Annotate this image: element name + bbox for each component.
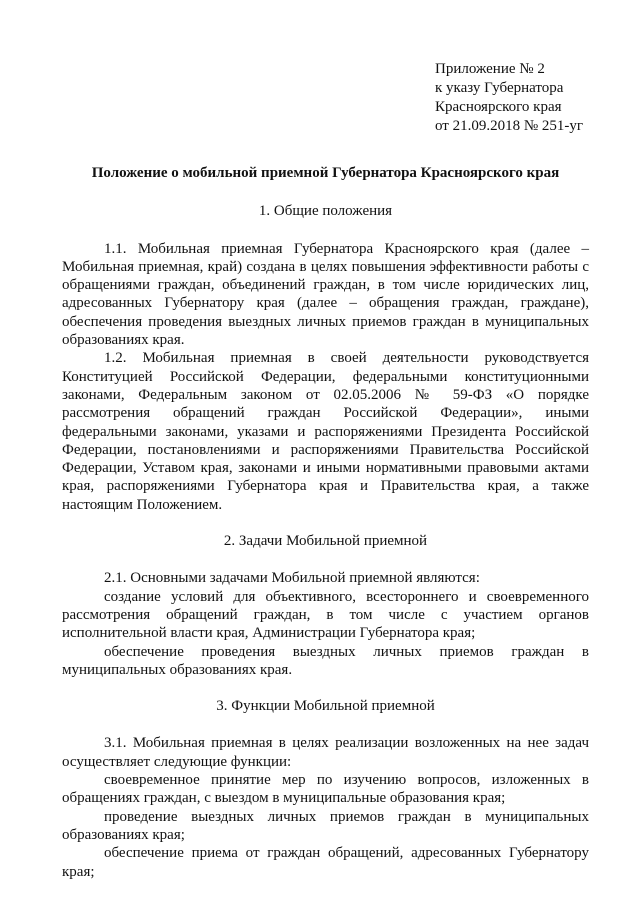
appendix-number: Приложение № 2 <box>435 61 545 77</box>
paragraph-3-1: 3.1. Мобильная приемная в целях реализации возложенных на нее задач осуществляет следующие функции: <box>62 735 589 770</box>
paragraph-3-1-b: проведение выездных личных приемов граждан в муниципальных образованиях края; <box>62 808 589 843</box>
paragraph-1-1: 1.1. Мобильная приемная Губернатора Красноярского края (далее – Мобильная приемная, край) создана в целях повышения эффективности работы с обращениями граждан, объединений граждан, в том числе юридических лиц, адресованных Губернатору края (далее – обращения граждан, граждане), обеспечения проведения выездных личных приемов граждан в муниципальных образованиях края. <box>62 240 589 349</box>
appendix-date-number: от 21.09.2018 № 251-уг <box>435 118 584 134</box>
paragraph-2-1-a: создание условий для объективного, всестороннего и своевременного рассмотрения обращений граждан, в том числе с участием органов исполнительной власти края, Администрации Губернатора края; <box>62 588 589 642</box>
section-3-heading: 3. Функции Мобильной приемной <box>216 698 435 715</box>
document-body <box>62 164 589 881</box>
appendix-block <box>435 60 625 136</box>
paragraph-2-1: 2.1. Основными задачами Мобильной приемной являются: <box>104 570 480 587</box>
paragraph-2-1-b: обеспечение проведения выездных личных приемов граждан в муниципальных образованиях края. <box>62 643 589 678</box>
section-2-heading: 2. Задачи Мобильной приемной <box>223 533 428 550</box>
paragraph-3-1-a: своевременное принятие мер по изучению вопросов, изложенных в обращениях граждан, с выездом в муниципальные образования края; <box>62 772 589 807</box>
paragraph-1-2: 1.2. Мобильная приемная в своей деятельности руководствуется Конституцией Российской Федерации, федеральными конституционными законами, Федеральным законом от 02.05.2006 № 59-ФЗ «О порядке рассмотрения обращений граждан Российской Федерации», иными федеральными законами, указами и распоряжениями Президента Российской Федерации, постановлениями и распоряжениями Правительства Российской Федерации, Уставом края, законами и иными нормативными правовыми актами края, распоряжениями Губернатора края и Правительства края, а также настоящим Положением. <box>62 350 589 513</box>
appendix-decree-reference: к указу Губернатора <box>435 80 564 96</box>
appendix-region: Красноярского края <box>435 99 562 115</box>
paragraph-3-1-c: обеспечение приема от граждан обращений, адресованных Губернатору края; <box>62 845 589 880</box>
document-title: Положение о мобильной приемной Губернатора Красноярского края <box>91 165 560 181</box>
section-1-heading: 1. Общие положения <box>258 203 393 220</box>
